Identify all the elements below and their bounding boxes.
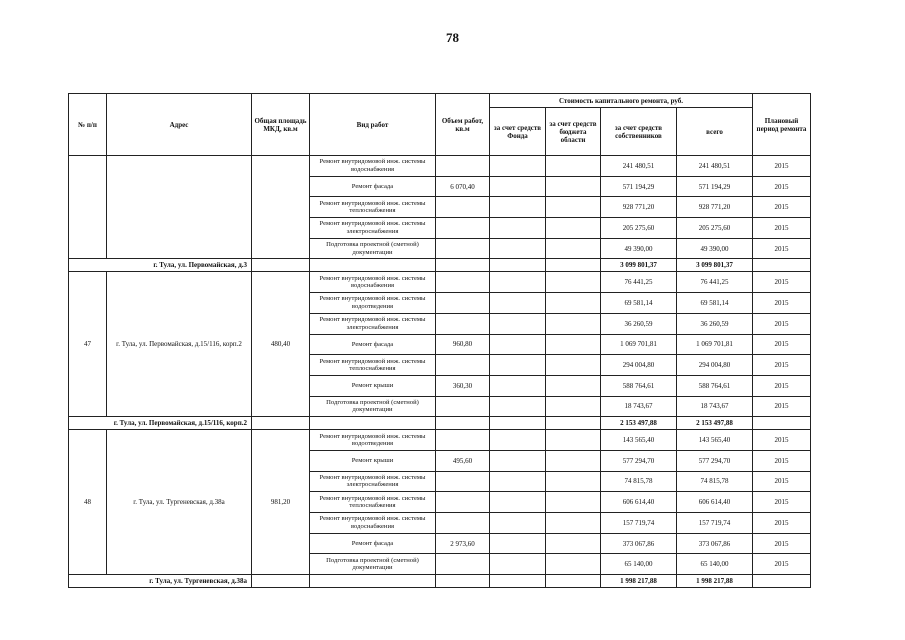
total-cell: 373 067,86 [677,533,753,554]
subtotal-own: 1 998 217,88 [601,575,677,588]
volume-cell [436,272,490,293]
fund-cell [490,492,546,513]
total-cell: 74 815,78 [677,471,753,492]
table-row [69,430,811,451]
budget-cell [546,313,601,334]
fund-cell [490,334,546,355]
fund-cell [490,313,546,334]
volume-cell: 6 070,40 [436,176,490,197]
budget-cell [546,430,601,451]
work-type-cell: Ремонт внутридомовой инж. системы теплоснабжения [310,492,436,513]
volume-cell [436,355,490,376]
subtotal-area [252,259,310,272]
period-cell: 2015 [753,355,811,376]
volume-cell [436,313,490,334]
volume-cell [436,197,490,218]
volume-cell [436,554,490,575]
work-type-cell: Ремонт крыши [310,375,436,396]
subtotal-volume [436,417,490,430]
total-cell: 18 743,67 [677,396,753,417]
fund-cell [490,375,546,396]
fund-cell [490,450,546,471]
fund-cell [490,218,546,239]
budget-cell [546,218,601,239]
header-address: Адрес [107,94,252,156]
fund-cell [490,471,546,492]
total-cell: 294 004,80 [677,355,753,376]
own-funds-cell: 373 067,86 [601,533,677,554]
total-cell: 65 140,00 [677,554,753,575]
volume-cell [436,293,490,314]
period-cell: 2015 [753,554,811,575]
own-funds-cell: 18 743,67 [601,396,677,417]
period-cell: 2015 [753,156,811,177]
period-cell: 2015 [753,313,811,334]
own-funds-cell: 74 815,78 [601,471,677,492]
budget-cell [546,554,601,575]
subtotal-area [252,417,310,430]
address-cell: г. Тула, ул. Первомайская, д.15/116, корп.2 [107,272,252,417]
header-fund: за счет средств Фонда [490,108,546,156]
work-type-cell: Ремонт внутридомовой инж. системы теплоснабжения [310,197,436,218]
budget-cell [546,293,601,314]
budget-cell [546,513,601,534]
own-funds-cell: 1 069 701,81 [601,334,677,355]
volume-cell [436,156,490,177]
work-type-cell: Ремонт внутридомовой инж. системы теплоснабжения [310,355,436,376]
fund-cell [490,293,546,314]
budget-cell [546,272,601,293]
fund-cell [490,176,546,197]
period-cell: 2015 [753,375,811,396]
period-cell: 2015 [753,430,811,451]
address-cell [107,156,252,259]
volume-cell: 360,30 [436,375,490,396]
budget-cell [546,375,601,396]
work-type-cell: Ремонт внутридомовой инж. системы водоотведения [310,430,436,451]
budget-cell [546,533,601,554]
subtotal-fund [490,417,546,430]
subtotal-own: 2 153 497,88 [601,417,677,430]
budget-cell [546,238,601,259]
subtotal-period [753,417,811,430]
own-funds-cell: 49 390,00 [601,238,677,259]
period-cell: 2015 [753,396,811,417]
subtotal-total: 2 153 497,88 [677,417,753,430]
work-type-cell: Ремонт фасада [310,176,436,197]
volume-cell [436,238,490,259]
budget-cell [546,471,601,492]
area-cell: 480,40 [252,272,310,417]
fund-cell [490,554,546,575]
budget-cell [546,355,601,376]
fund-cell [490,430,546,451]
work-type-cell: Ремонт внутридомовой инж. системы электроснабжения [310,218,436,239]
subtotal-budget [546,417,601,430]
volume-cell: 2 973,60 [436,533,490,554]
subtotal-budget [546,575,601,588]
subtotal-total: 3 099 801,37 [677,259,753,272]
own-funds-cell: 606 614,40 [601,492,677,513]
budget-cell [546,176,601,197]
header-own: за счет средств собственников [601,108,677,156]
total-cell: 49 390,00 [677,238,753,259]
own-funds-cell: 36 260,59 [601,313,677,334]
period-cell: 2015 [753,513,811,534]
row-number [69,156,107,259]
subtotal-row [69,575,811,588]
total-cell: 157 719,74 [677,513,753,534]
own-funds-cell: 294 004,80 [601,355,677,376]
own-funds-cell: 588 764,61 [601,375,677,396]
subtotal-area [252,575,310,588]
work-type-cell: Ремонт внутридомовой инж. системы водоснабжения [310,272,436,293]
subtotal-row [69,417,811,430]
work-type-cell: Ремонт внутридомовой инж. системы электроснабжения [310,313,436,334]
subtotal-volume [436,575,490,588]
volume-cell [436,513,490,534]
own-funds-cell: 69 581,14 [601,293,677,314]
work-type-cell: Подготовка проектной (сметной) документации [310,554,436,575]
total-cell: 143 565,40 [677,430,753,451]
own-funds-cell: 65 140,00 [601,554,677,575]
period-cell: 2015 [753,197,811,218]
total-cell: 36 260,59 [677,313,753,334]
period-cell: 2015 [753,334,811,355]
budget-cell [546,197,601,218]
own-funds-cell: 241 480,51 [601,156,677,177]
subtotal-label: г. Тула, ул. Первомайская, д.3 [69,259,252,272]
capital-repair-table [68,93,811,588]
fund-cell [490,533,546,554]
work-type-cell: Ремонт внутридомовой инж. системы водоснабжения [310,156,436,177]
total-cell: 606 614,40 [677,492,753,513]
subtotal-total: 1 998 217,88 [677,575,753,588]
total-cell: 588 764,61 [677,375,753,396]
header-cost-group: Стоимость капитального ремонта, руб. [490,94,753,108]
table-row [69,156,811,177]
subtotal-fund [490,575,546,588]
total-cell: 1 069 701,81 [677,334,753,355]
own-funds-cell: 76 441,25 [601,272,677,293]
subtotal-period [753,575,811,588]
header-num: № п/п [69,94,107,156]
header-volume: Объем работ, кв.м [436,94,490,156]
volume-cell [436,492,490,513]
header-period: Плановый период ремонта [753,94,811,156]
own-funds-cell: 928 771,20 [601,197,677,218]
volume-cell [436,430,490,451]
own-funds-cell: 577 294,70 [601,450,677,471]
fund-cell [490,238,546,259]
work-type-cell: Ремонт фасада [310,533,436,554]
period-cell: 2015 [753,471,811,492]
budget-cell [546,396,601,417]
address-cell: г. Тула, ул. Тургеневская, д.38а [107,430,252,575]
period-cell: 2015 [753,293,811,314]
period-cell: 2015 [753,218,811,239]
work-type-cell: Ремонт внутридомовой инж. системы водоснабжения [310,513,436,534]
total-cell: 241 480,51 [677,156,753,177]
subtotal-row [69,259,811,272]
subtotal-label: г. Тула, ул. Первомайская, д.15/116, корп.2 [69,417,252,430]
volume-cell [436,471,490,492]
volume-cell [436,396,490,417]
subtotal-volume [436,259,490,272]
subtotal-budget [546,259,601,272]
own-funds-cell: 571 194,29 [601,176,677,197]
subtotal-work [310,417,436,430]
subtotal-own: 3 099 801,37 [601,259,677,272]
fund-cell [490,197,546,218]
total-cell: 928 771,20 [677,197,753,218]
header-total: всего [677,108,753,156]
period-cell: 2015 [753,492,811,513]
row-number: 47 [69,272,107,417]
period-cell: 2015 [753,238,811,259]
budget-cell [546,156,601,177]
header-work-type: Вид работ [310,94,436,156]
fund-cell [490,272,546,293]
work-type-cell: Ремонт крыши [310,450,436,471]
subtotal-period [753,259,811,272]
work-type-cell: Ремонт внутридомовой инж. системы электроснабжения [310,471,436,492]
volume-cell [436,218,490,239]
budget-cell [546,450,601,471]
work-type-cell: Подготовка проектной (сметной) документации [310,238,436,259]
fund-cell [490,513,546,534]
subtotal-work [310,259,436,272]
page-number: 78 [446,30,459,45]
total-cell: 571 194,29 [677,176,753,197]
table-row [69,272,811,293]
area-cell: 981,20 [252,430,310,575]
work-type-cell: Ремонт внутридомовой инж. системы водоотведения [310,293,436,314]
row-number: 48 [69,430,107,575]
total-cell: 577 294,70 [677,450,753,471]
own-funds-cell: 205 275,60 [601,218,677,239]
budget-cell [546,492,601,513]
own-funds-cell: 157 719,74 [601,513,677,534]
subtotal-fund [490,259,546,272]
area-cell [252,156,310,259]
subtotal-label: г. Тула, ул. Тургеневская, д.38а [69,575,252,588]
period-cell: 2015 [753,533,811,554]
subtotal-work [310,575,436,588]
work-type-cell: Ремонт фасада [310,334,436,355]
volume-cell: 960,80 [436,334,490,355]
table-body [69,156,811,588]
period-cell: 2015 [753,272,811,293]
work-type-cell: Подготовка проектной (сметной) документации [310,396,436,417]
period-cell: 2015 [753,450,811,471]
header-area: Общая площадь МКД, кв.м [252,94,310,156]
total-cell: 76 441,25 [677,272,753,293]
period-cell: 2015 [753,176,811,197]
total-cell: 205 275,60 [677,218,753,239]
fund-cell [490,156,546,177]
fund-cell [490,355,546,376]
volume-cell: 495,60 [436,450,490,471]
budget-cell [546,334,601,355]
own-funds-cell: 143 565,40 [601,430,677,451]
header-budget: за счет средств бюджета области [546,108,601,156]
fund-cell [490,396,546,417]
total-cell: 69 581,14 [677,293,753,314]
